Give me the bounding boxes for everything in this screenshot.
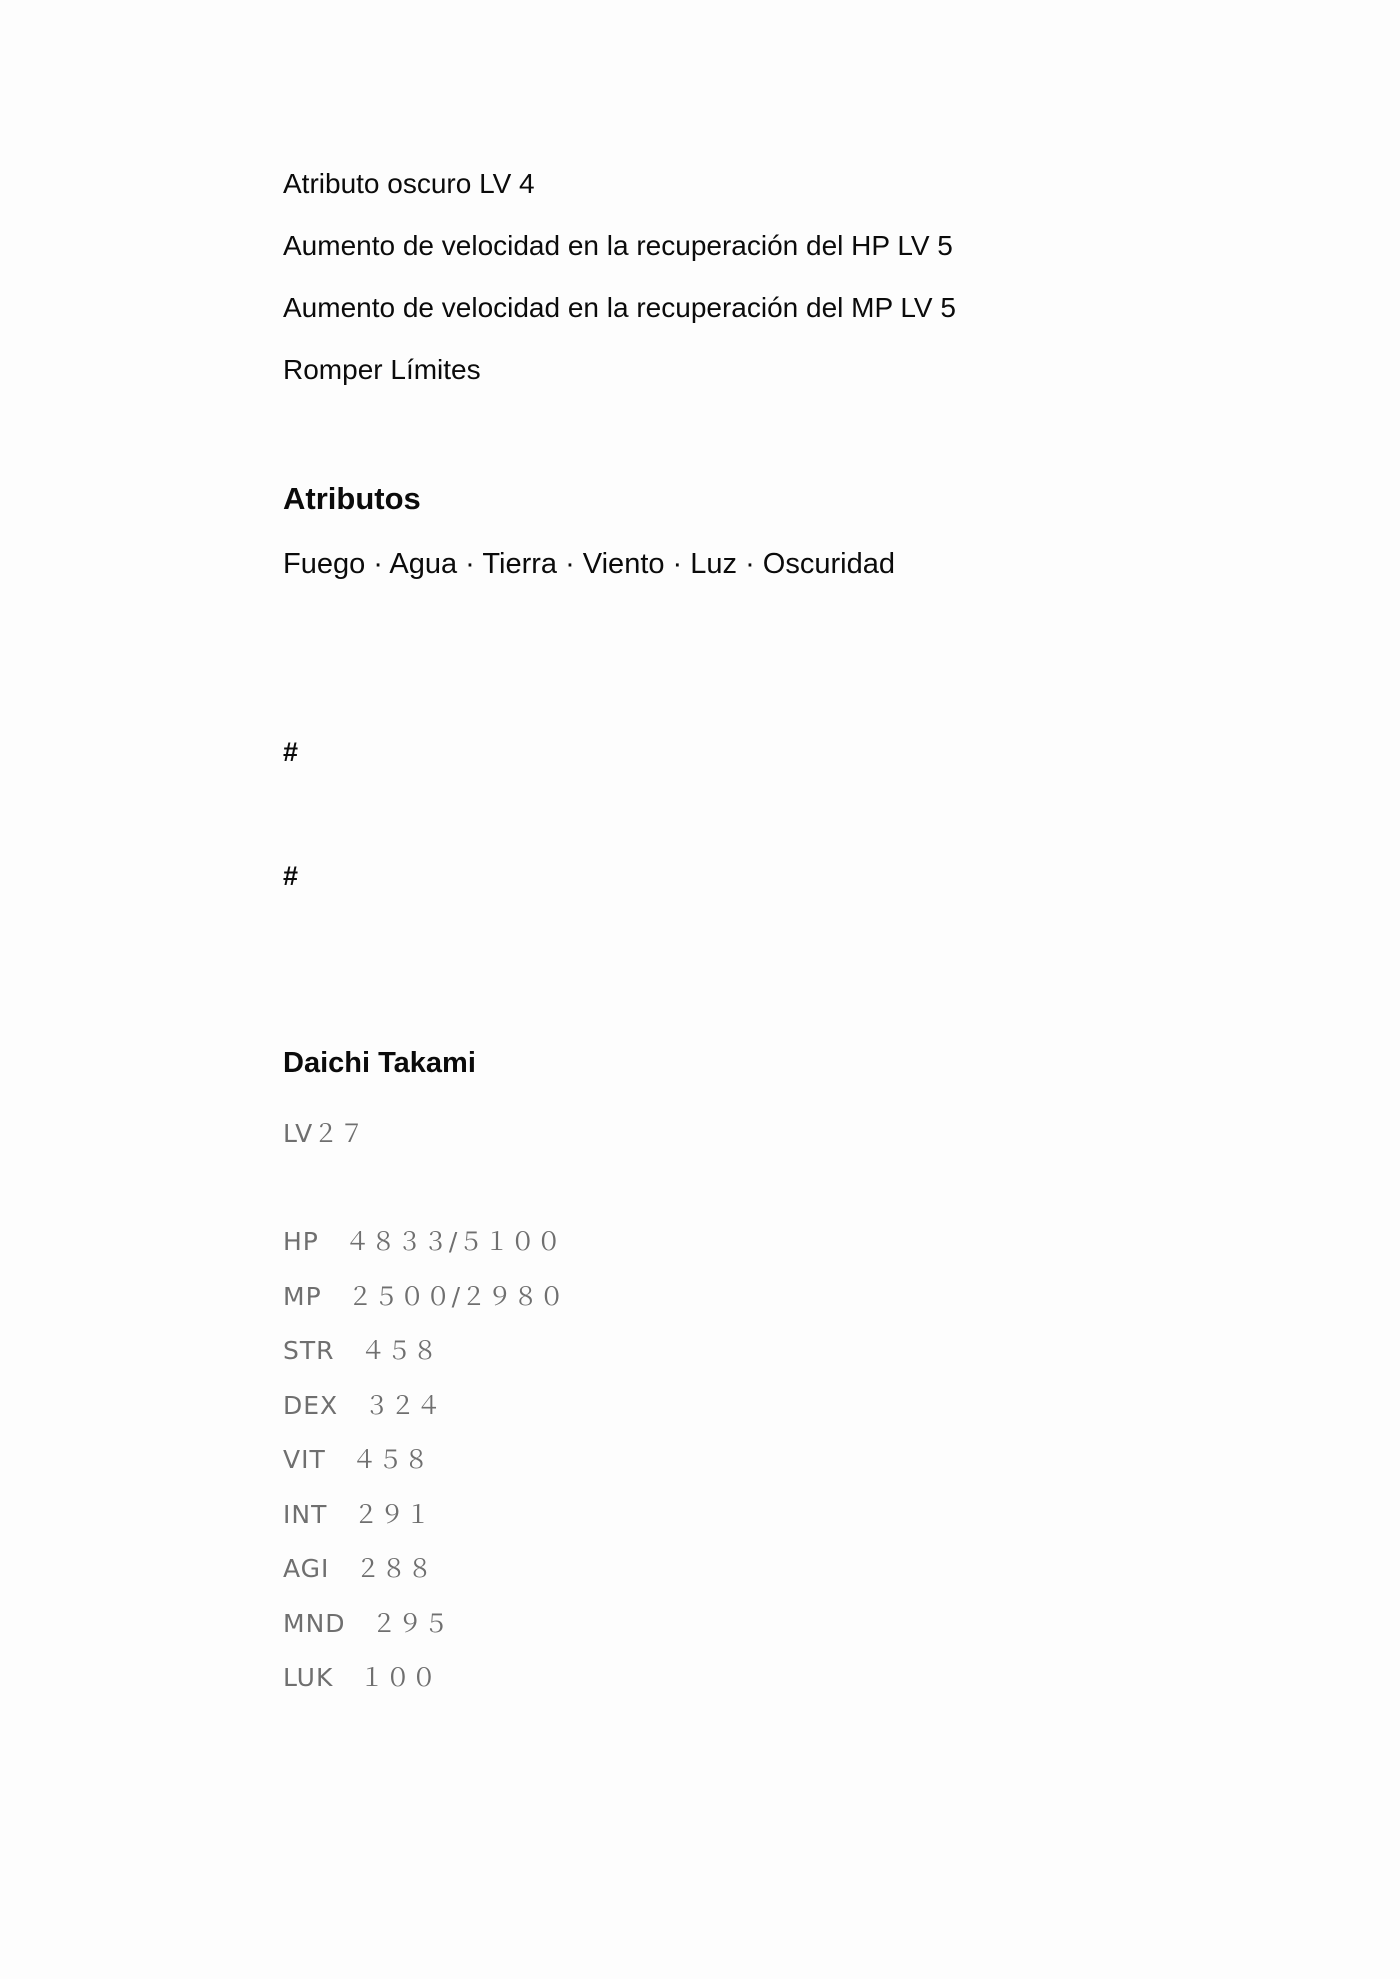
stat-mp: MP ２５００/２９８０	[283, 1282, 566, 1311]
stat-vit: VIT ４５８	[283, 1445, 430, 1474]
stat-dex: DEX ３２４	[283, 1391, 443, 1420]
attributes-heading: Atributos	[283, 481, 421, 516]
skill-line: Atributo oscuro LV 4	[283, 168, 535, 199]
skill-line: Romper Límites	[283, 354, 481, 385]
character-name: Daichi Takami	[283, 1047, 476, 1079]
attributes-list: Fuego · Agua · Tierra · Viento · Luz · Oscuridad	[283, 548, 895, 580]
skill-line: Aumento de velocidad en la recuperación del HP LV 5	[283, 230, 953, 261]
separator-mark: #	[283, 737, 299, 767]
skill-line: Aumento de velocidad en la recuperación del MP LV 5	[283, 292, 956, 323]
stat-int: INT ２９１	[283, 1500, 432, 1529]
separator-mark: #	[283, 861, 299, 891]
stat-mnd: MND ２９５	[283, 1609, 450, 1638]
stat-agi: AGI ２８８	[283, 1554, 434, 1583]
stat-luk: LUK １００	[283, 1663, 438, 1692]
stat-str: STR ４５８	[283, 1336, 439, 1365]
character-level: LV２７	[283, 1119, 366, 1148]
stat-hp: HP ４８３３/５１００	[283, 1227, 563, 1256]
